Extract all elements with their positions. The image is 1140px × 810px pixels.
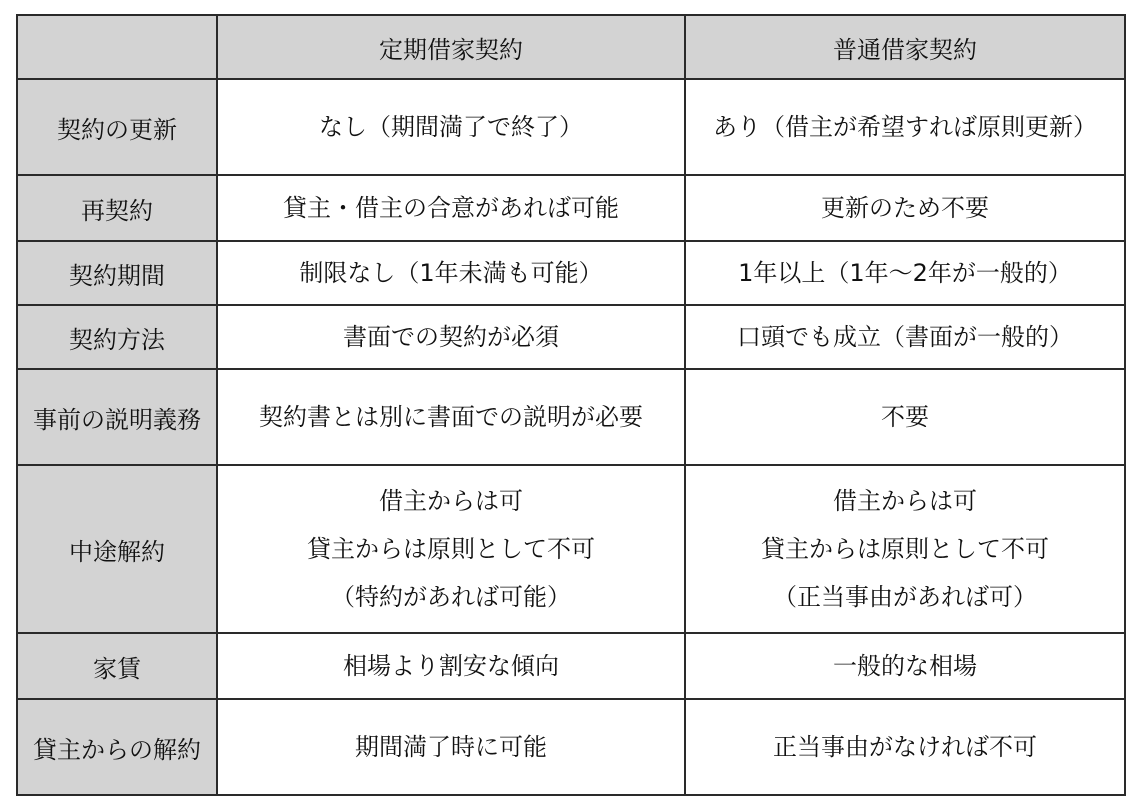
cell-regular-early-termination xyxy=(685,465,1125,633)
cell-fixed-period xyxy=(217,241,685,305)
cell-line: 借主からは可 xyxy=(833,487,977,515)
row-label-early-termination: 中途解約 xyxy=(17,465,217,633)
cell-line: 契約書とは別に書面での説明が必要 xyxy=(259,403,643,431)
table-row xyxy=(17,633,1125,699)
cell-line: 貸主・借主の合意があれば可能 xyxy=(283,194,619,222)
row-label-recontract: 再契約 xyxy=(17,175,217,241)
cell-line: 貸主からは原則として不可 xyxy=(307,535,595,563)
table-row xyxy=(17,465,1125,633)
table-row xyxy=(17,241,1125,305)
cell-fixed-method xyxy=(217,305,685,369)
header-fixed-term-lease: 定期借家契約 xyxy=(217,15,685,79)
cell-line: 更新のため不要 xyxy=(821,194,989,222)
header-regular-lease: 普通借家契約 xyxy=(685,15,1125,79)
cell-line: 正当事由がなければ不可 xyxy=(773,733,1037,761)
cell-line: 1年以上（1年〜2年が一般的） xyxy=(738,259,1072,287)
table-row xyxy=(17,699,1125,795)
row-label-renewal: 契約の更新 xyxy=(17,79,217,175)
cell-regular-rent xyxy=(685,633,1125,699)
table-row xyxy=(17,305,1125,369)
row-label-disclosure: 事前の説明義務 xyxy=(17,369,217,465)
cell-line: 制限なし（1年未満も可能） xyxy=(299,259,603,287)
cell-regular-renewal xyxy=(685,79,1125,175)
cell-line: （正当事由があれば可） xyxy=(773,583,1037,611)
cell-fixed-disclosure xyxy=(217,369,685,465)
cell-regular-landlord-termination xyxy=(685,699,1125,795)
cell-fixed-recontract xyxy=(217,175,685,241)
header-corner-cell xyxy=(17,15,217,79)
cell-line: （特約があれば可能） xyxy=(331,583,571,611)
cell-fixed-renewal xyxy=(217,79,685,175)
table-row xyxy=(17,369,1125,465)
table-header-row xyxy=(17,15,1125,79)
cell-line: あり（借主が希望すれば原則更新） xyxy=(713,113,1097,141)
cell-line: 口頭でも成立（書面が一般的） xyxy=(737,323,1073,351)
cell-regular-recontract xyxy=(685,175,1125,241)
cell-line: 借主からは可 xyxy=(379,487,523,515)
row-label-method: 契約方法 xyxy=(17,305,217,369)
cell-fixed-landlord-termination xyxy=(217,699,685,795)
cell-regular-period xyxy=(685,241,1125,305)
row-label-rent: 家賃 xyxy=(17,633,217,699)
comparison-table xyxy=(16,14,1126,796)
cell-line: なし（期間満了で終了） xyxy=(319,113,583,141)
row-label-landlord-termination: 貸主からの解約 xyxy=(17,699,217,795)
cell-line: 書面での契約が必須 xyxy=(343,323,559,351)
cell-line: 期間満了時に可能 xyxy=(355,733,547,761)
cell-line: 相場より割安な傾向 xyxy=(343,652,559,680)
cell-regular-method xyxy=(685,305,1125,369)
table-row xyxy=(17,175,1125,241)
row-label-period: 契約期間 xyxy=(17,241,217,305)
table-row xyxy=(17,79,1125,175)
cell-fixed-rent xyxy=(217,633,685,699)
cell-regular-disclosure xyxy=(685,369,1125,465)
cell-fixed-early-termination xyxy=(217,465,685,633)
cell-line: 不要 xyxy=(881,403,929,431)
cell-line: 一般的な相場 xyxy=(833,652,977,680)
cell-line: 貸主からは原則として不可 xyxy=(761,535,1049,563)
